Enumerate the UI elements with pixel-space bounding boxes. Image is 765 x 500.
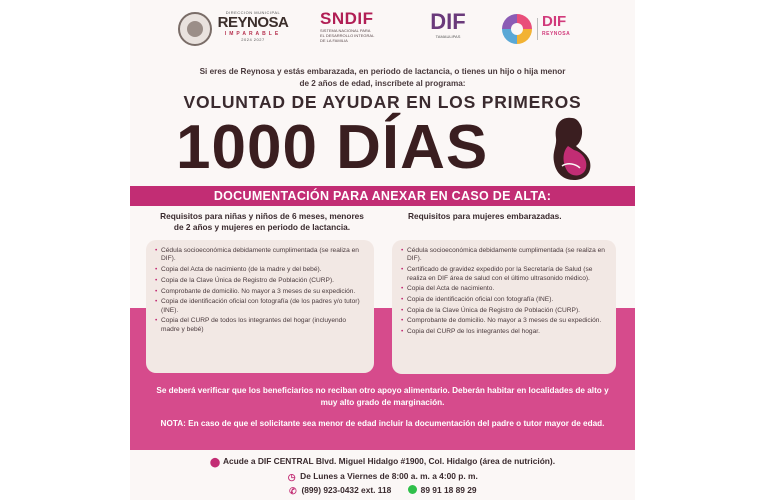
contact-line	[130, 484, 635, 496]
list-item: • Copia de identificación oficial con fotografía (INE).	[402, 296, 608, 304]
eligibility-note: Se deberá verificar que los beneficiarios no reciban otro apoyo alimentario. Deberán habitar en localidades de alto y muy alto grado de marginación.	[156, 386, 609, 407]
dif-tamaulipas-logo-name: DIF	[430, 9, 466, 34]
sndif-logo	[320, 10, 405, 43]
left-requirements-list	[146, 240, 374, 334]
sndif-logo-sub: EL DESARROLLO INTEGRAL	[320, 33, 375, 38]
clock-icon: ◷	[287, 472, 296, 482]
dif-reynosa-logo-sub: REYNOSA	[542, 31, 571, 37]
sndif-logo-name: SNDIF	[320, 9, 374, 28]
reynosa-logo-top-text: DIRECCION MUNICIPAL	[225, 10, 281, 15]
reynosa-seal-logo	[178, 12, 212, 46]
reynosa-logo-name: REYNOSA	[217, 14, 289, 31]
intro-line: de 2 años de edad, inscríbete al programa:	[299, 79, 466, 88]
left-column-heading-line: Requisitos para niñas y niños de 6 meses, menores	[160, 211, 364, 221]
location-pin-icon: ⬤	[209, 457, 221, 467]
program-title-days: 1000 DÍAS	[176, 113, 489, 182]
list-item: • Copia de identificación oficial con fotografía (de los padres y/o tutor) (INE).	[156, 298, 366, 315]
intro-text	[140, 66, 625, 90]
whatsapp-number: 89 91 18 89 29	[420, 485, 477, 495]
reynosa-logo-years: 2024 2027	[241, 37, 265, 42]
logo-divider	[537, 18, 538, 40]
phone-number: (899) 923-0432 ext. 118	[301, 485, 392, 495]
list-item: • Copia de la Clave Única de Registro de Población (CURP).	[156, 277, 366, 285]
list-item: • Comprobante de domicilio. No mayor a 3 meses de su expedición.	[156, 288, 366, 296]
list-item: • Copia del Acta de nacimiento (de la madre y del bebé).	[156, 266, 366, 274]
dif-tamaulipas-logo	[427, 10, 469, 39]
right-requirements-card	[392, 240, 616, 374]
intro-line: Si eres de Reynosa y estás embarazada, en periodo de lactancia, o tienes un hijo o hija menor	[199, 67, 566, 76]
list-item: • Copia de la Clave Única de Registro de Población (CURP).	[402, 307, 608, 315]
dif-reynosa-logo-name: DIF	[542, 13, 567, 30]
left-requirements-card	[146, 240, 374, 373]
pregnant-woman-icon	[542, 116, 594, 182]
list-item: • Copia del CURP de todos los integrantes del hogar (incluyendo madre y bebé)	[156, 317, 366, 334]
phone-icon: ✆	[289, 486, 297, 496]
reynosa-logo	[214, 10, 292, 42]
left-column-heading	[142, 211, 382, 233]
list-item: • Cédula socioeconómica debidamente cumplimentada (se realiza en DIF).	[402, 247, 608, 264]
hours-text: De Lunes a Viernes de 8:00 a. m. a 4:00 p. m.	[300, 471, 478, 481]
whatsapp-icon	[408, 485, 417, 494]
sndif-logo-sub: SISTEMA NACIONAL PARA	[320, 28, 371, 33]
logo-row	[130, 8, 635, 58]
address-text: Acude a DIF CENTRAL Blvd. Miguel Hidalgo #1900, Col. Hidalgo (área de nutrición).	[222, 456, 556, 466]
documentation-banner: DOCUMENTACIÓN PARA ANEXAR EN CASO DE ALTA:	[130, 186, 635, 206]
poster	[130, 0, 635, 500]
list-item: • Comprobante de domicilio. No mayor a 3 meses de su expedición.	[402, 317, 608, 325]
address-line	[130, 455, 635, 467]
sndif-logo-sub: DE LA FAMILIA	[320, 38, 348, 43]
dif-tamaulipas-logo-sub: TAMAULIPAS	[435, 34, 461, 39]
hours-line	[130, 470, 635, 482]
list-item: • Copia del Acta de nacimiento.	[402, 285, 608, 293]
list-item: • Certificado de gravidez expedido por la Secretaría de Salud (se realiza en DIF área de salud con el último ultrasonido médico).	[402, 266, 608, 283]
reynosa-logo-sub: IMPARABLE	[224, 31, 282, 37]
program-title: VOLUNTAD DE AYUDAR EN LOS PRIMEROS	[183, 92, 582, 112]
left-column-heading-line: de 2 años y mujeres en periodo de lactancia.	[173, 222, 351, 232]
list-item: • Copia del CURP de los integrantes del hogar.	[402, 328, 608, 336]
minor-applicant-note: NOTA: En caso de que el solicitante sea menor de edad incluir la documentación del padre o tutor mayor de edad.	[160, 419, 605, 428]
dif-flower-icon	[502, 14, 532, 44]
right-requirements-list	[392, 240, 616, 336]
list-item: • Cédula socioeconómica debidamente cumplimentada (se realiza en DIF).	[156, 247, 366, 264]
right-column-heading: Requisitos para mujeres embarazadas.	[408, 211, 562, 221]
